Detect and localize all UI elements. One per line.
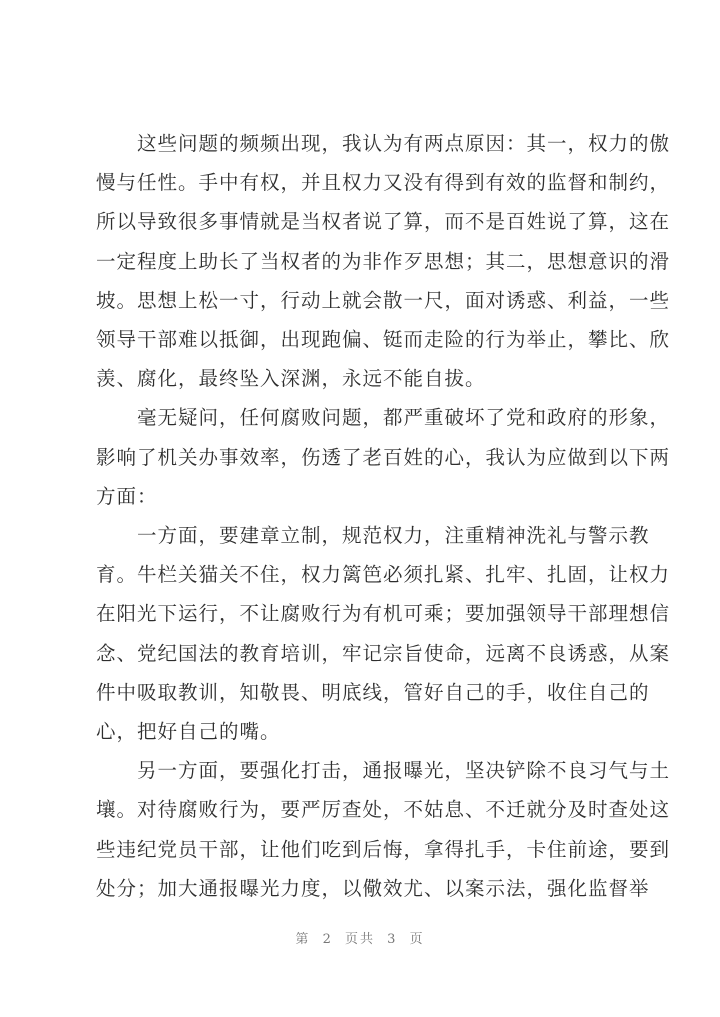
text-line: 慢与任性。手中有权，并且权力又没有得到有效的监督和制约， [96,171,671,195]
text-line: 这些问题的频频出现，我认为有两点原因：其一，权力的傲 [96,132,671,155]
footer-suffix: 页 [409,932,425,947]
text-line: 一定程度上助长了当权者的为非作歹思想；其二，思想意识的滑 [96,249,671,273]
footer-total-pages: 3 [387,932,398,947]
text-line: 在阳光下运行，不让腐败行为有机可乘；要加强领导干部理想信 [96,602,671,626]
footer-page-number: 2 [322,932,333,947]
text-line: 坡。思想上松一寸，行动上就会散一尺，面对诱惑、利益，一些 [96,288,671,312]
footer-middle: 页共 [344,932,375,947]
page-footer [0,928,720,947]
text-line: 一方面，要建章立制，规范权力，注重精神洗礼与警示教 [96,524,650,547]
text-line: 念、党纪国法的教育培训，牢记宗旨使命，远离不良诱惑，从案 [96,641,671,665]
text-line: 心，把好自己的嘴。 [96,720,281,743]
text-line: 影响了机关办事效率，伤透了老百姓的心，我认为应做到以下两 [96,445,671,469]
text-line: 所以导致很多事情就是当权者说了算，而不是百姓说了算，这在 [96,210,671,234]
text-line: 件中吸取教训，知敬畏、明底线，管好自己的手，收住自己的 [96,680,650,704]
text-line: 毫无疑问，任何腐败问题，都严重破坏了党和政府的形象， [96,406,671,430]
text-line: 些违纪党员干部，让他们吃到后悔，拿得扎手，卡住前途，要到 [96,837,671,861]
text-line: 处分；加大通报曝光力度，以儆效尤、以案示法，强化监督举 [96,876,650,900]
text-line: 另一方面，要强化打击，通报曝光，坚决铲除不良习气与土 [96,759,671,783]
text-line: 领导干部难以抵御，出现跑偏、铤而走险的行为举止，攀比、欣 [96,328,671,351]
footer-prefix: 第 [295,932,311,947]
text-line: 方面： [96,484,158,508]
text-line: 壤。对待腐败行为，要严厉查处，不姑息、不迁就分及时查处这 [96,798,671,822]
text-line: 育。牛栏关猫关不住，权力篱笆必须扎紧、扎牢、扎固，让权力 [96,563,671,587]
text-line: 羡、腐化，最终坠入深渊，永远不能自拔。 [96,367,486,391]
